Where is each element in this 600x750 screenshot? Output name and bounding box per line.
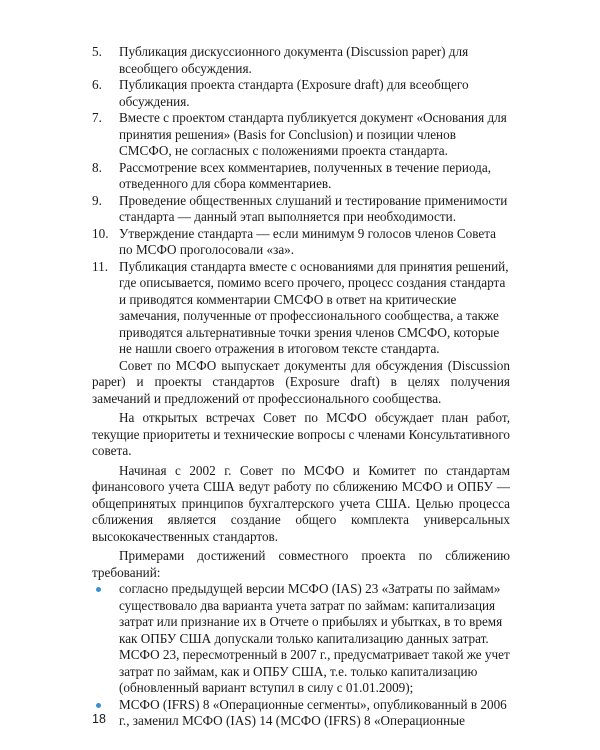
item-text: Публикация дискуссионного документа (Discussion paper) для всеобщего обсуждения. xyxy=(119,44,469,76)
bullet-text: МСФО (IFRS) 8 «Операционные сегменты», опубликованный в 2006 г., заменил МСФО (IAS) 14 (МСФО (IFRS) 8 «Операционные xyxy=(119,696,507,728)
item-number: 5. xyxy=(92,44,102,59)
list-item xyxy=(92,259,510,358)
paragraph: Совет по МСФО выпускает документы для обсуждения (Discussion paper) и проекты стандартов (Exposure draft) в целях получения замечаний и предложений от профессионального сообщества. xyxy=(92,357,510,406)
item-text: Утверждение стандарта — если минимум 9 голосов членов Совета по МСФО проголосовали «за». xyxy=(119,225,497,257)
item-number: 10. xyxy=(92,225,109,241)
bullet-item xyxy=(92,581,510,697)
item-number: 7. xyxy=(92,110,102,125)
item-text: Публикация проекта стандарта (Exposure draft) для всеобщего обсуждения. xyxy=(119,77,469,109)
item-text: Вместе с проектом стандарта публикуется документ «Основания для принятия решения» (Basis for Conclusion) и позиции членов СМСФО, не согласных с положениями проекта стандарта. xyxy=(119,110,507,158)
bullet-item xyxy=(92,697,510,730)
list-item xyxy=(92,110,510,160)
list-item xyxy=(92,77,510,110)
page-number: 18 xyxy=(92,712,106,726)
paragraph: Примерами достижений совместного проекта по сближению требований: xyxy=(92,548,510,580)
paragraph: Начиная с 2002 г. Совет по МСФО и Комитет по стандартам финансового учета США ведут работу по сближению МСФО и ОПБУ — общепринятых принципов бухгалтерского учета США. Целью процесса сближения является создание общего комплекта универсальных высококачественных стандартов. xyxy=(92,462,510,544)
item-text: Рассмотрение всех комментариев, полученных в течение периода, отведенного для сбора комментариев. xyxy=(119,159,492,191)
item-number: 11. xyxy=(92,258,108,274)
list-item xyxy=(92,193,510,226)
item-number: 6. xyxy=(92,77,102,92)
bullet-dot-icon xyxy=(96,587,101,592)
list-item xyxy=(92,160,510,193)
numbered-list xyxy=(92,44,510,358)
list-item xyxy=(92,226,510,259)
paragraph: На открытых встречах Совет по МСФО обсуждает план работ, текущие приоритеты и технические вопросы с членами Консультативного совета. xyxy=(92,410,510,458)
list-item xyxy=(92,44,510,77)
item-text: Проведение общественных слушаний и тестирование применимости стандарта — данный этап выполняется при необходимости. xyxy=(119,192,508,224)
bullet-list xyxy=(92,581,510,730)
bullet-text: согласно предыдущей версии МСФО (IAS) 23 «Затраты по займам» существовало два варианта учета затрат по займам: капитализация затрат или признание их в Отчете о прибылях и убытках, в то время как ОПБУ США допускали только капитализацию данных затрат. МСФО 23, пересмотренный в 2007 г., предусматривает такой же учет затрат по займам, как и ОПБУ США, т.е. только капитализацию (обновленный вариант вступил в силу с 01.01.2009); xyxy=(119,581,510,695)
bullet-dot-icon xyxy=(96,703,101,708)
page-content xyxy=(92,44,510,730)
item-text: Публикация стандарта вместе с основаниями для принятия решений, где описывается, помимо всего прочего, процесс создания стандарта и приводятся комментарии СМСФО в ответ на критические замечания, полученные от профессионального сообщества, а также приводятся альтернативные точки зрения членов СМСФО, которые не нашли своего отражения в итоговом тексте стандарта. xyxy=(119,258,509,356)
item-number: 8. xyxy=(92,159,102,175)
item-number: 9. xyxy=(92,192,102,208)
